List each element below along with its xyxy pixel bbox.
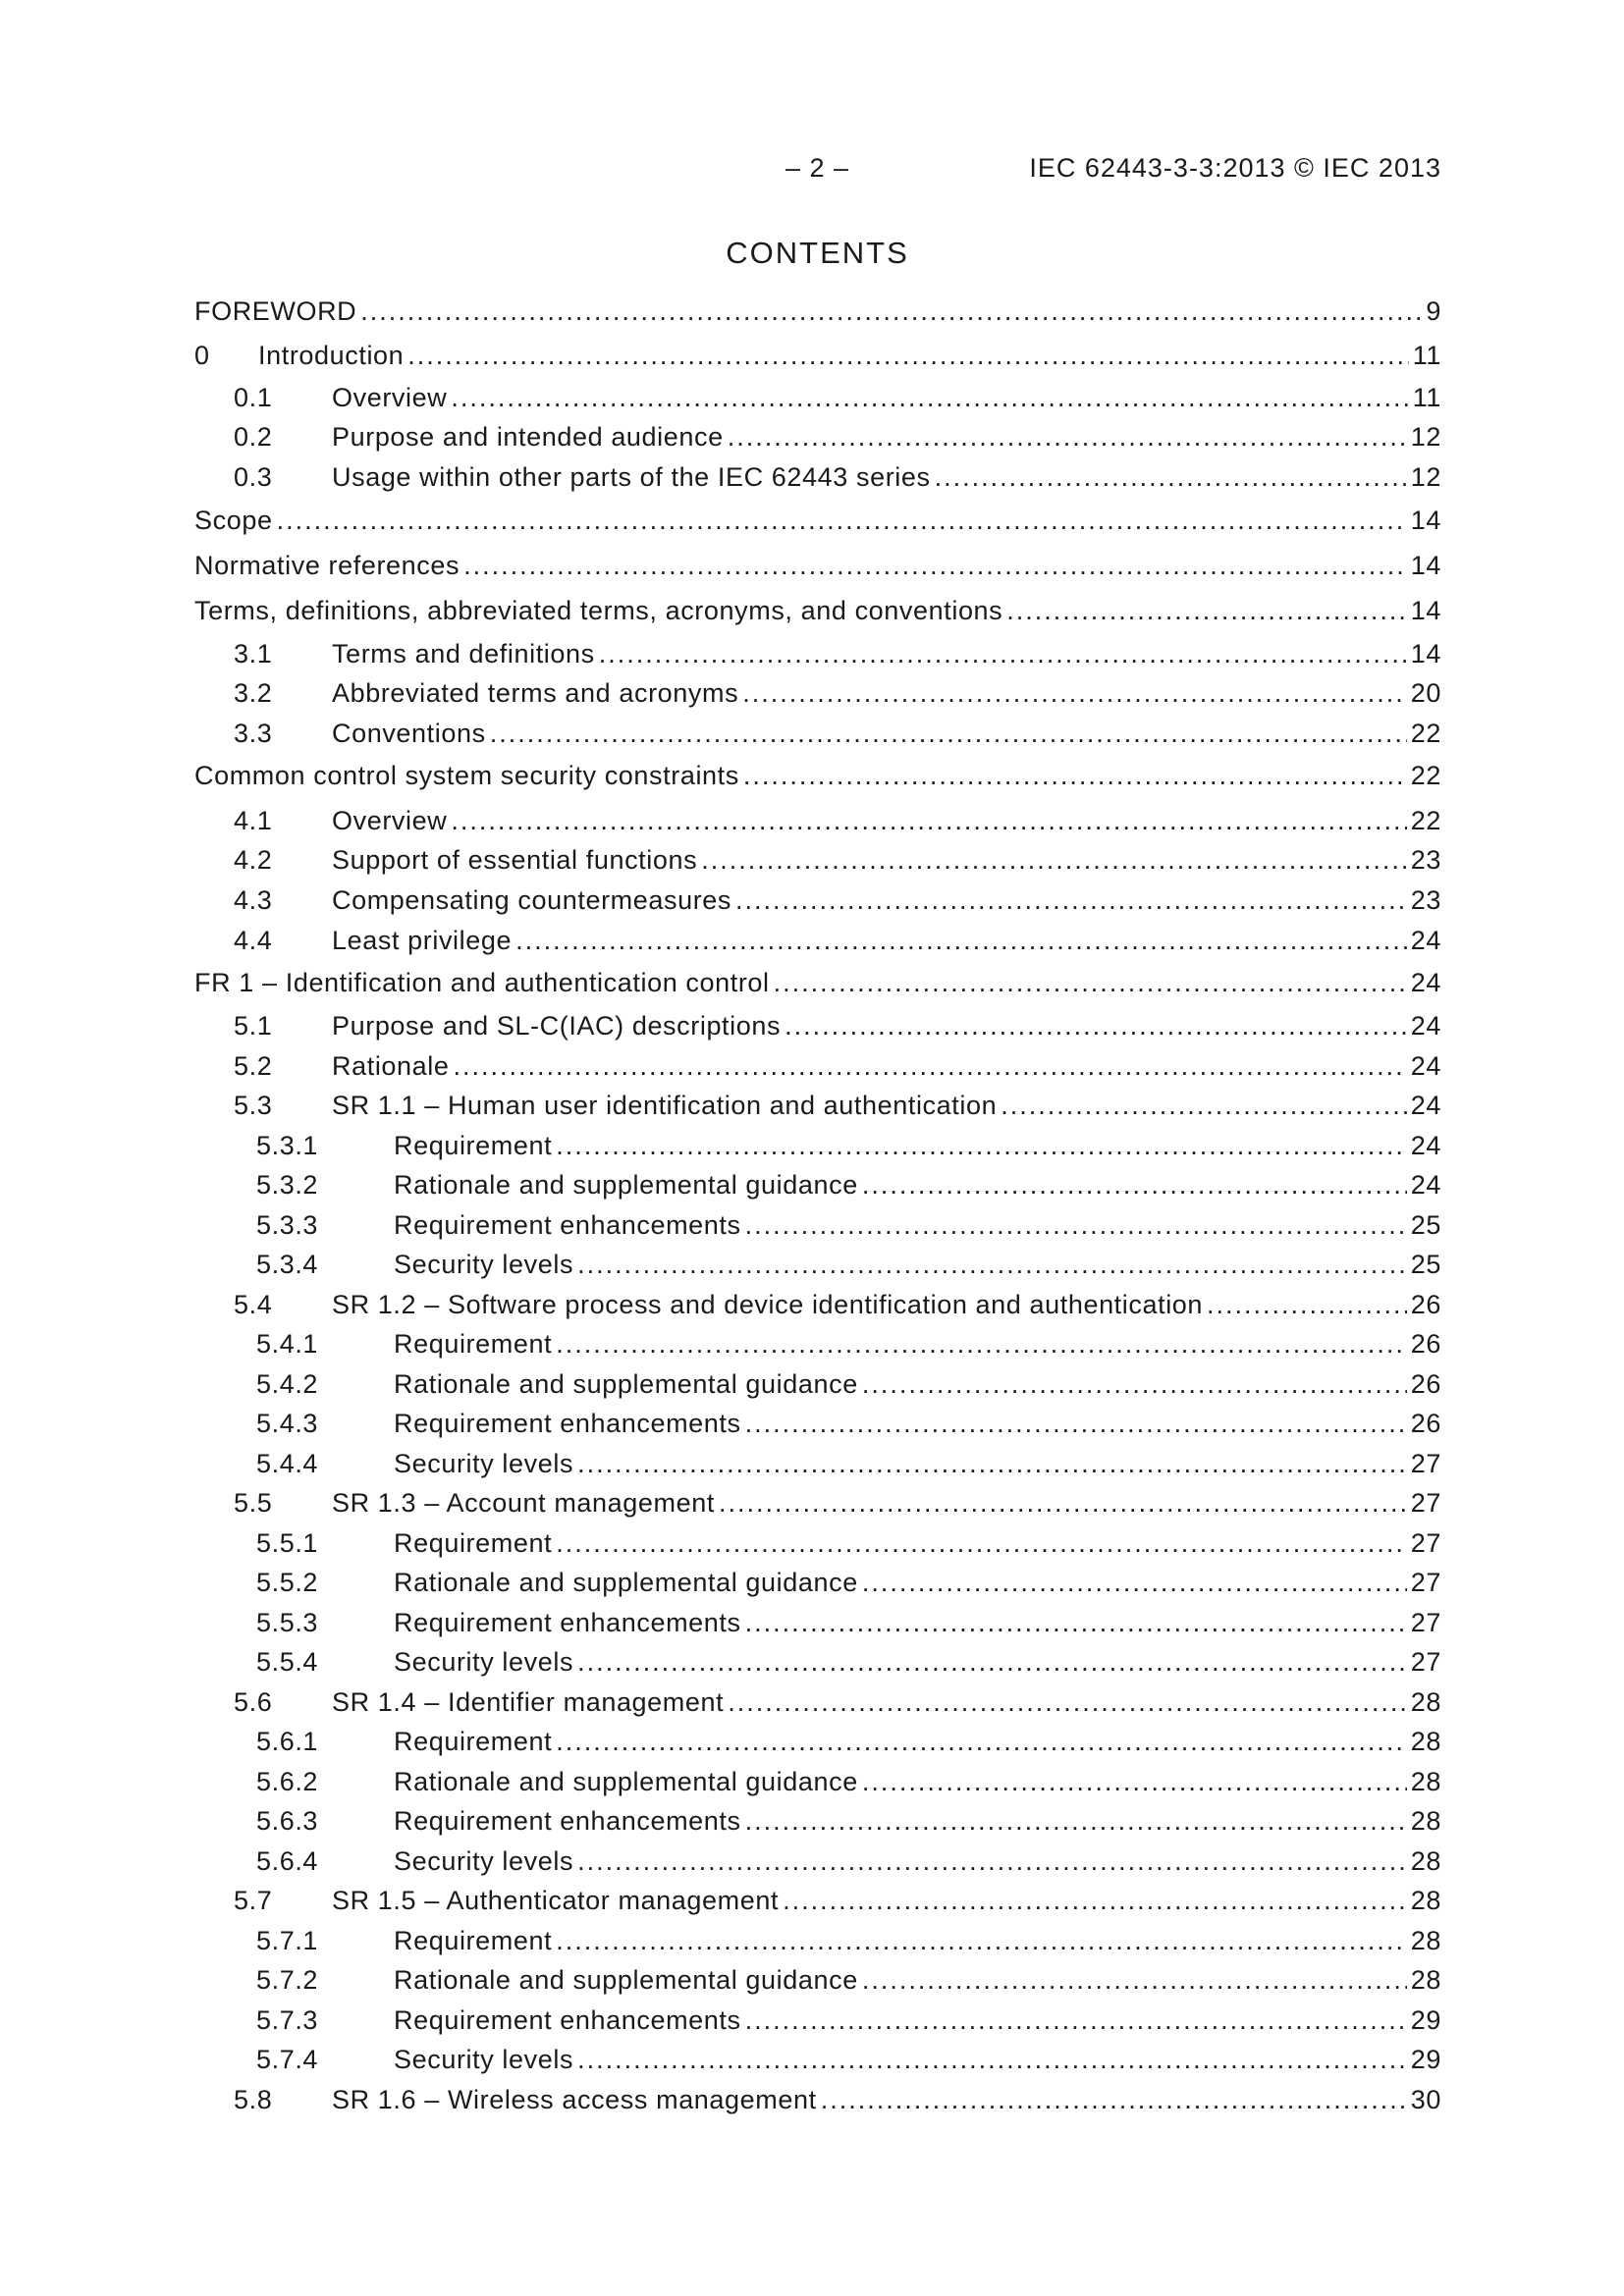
document-reference: IEC 62443-3-3:2013 © IEC 2013 xyxy=(1029,153,1441,183)
toc-entry-page: 14 xyxy=(1410,506,1441,535)
dot-leader xyxy=(577,1846,1407,1877)
dot-leader xyxy=(745,1210,1407,1241)
toc-entry-title[interactable]: Compensating countermeasures xyxy=(332,885,732,915)
toc-entry[interactable] xyxy=(194,1806,1441,1842)
toc-entry-page: 28 xyxy=(1410,1727,1441,1756)
toc-entry[interactable] xyxy=(194,1011,1441,1046)
toc-entry[interactable] xyxy=(194,761,1441,796)
toc-entry[interactable] xyxy=(194,1488,1441,1523)
toc-entry-page: 26 xyxy=(1410,1290,1441,1319)
toc-entry-page: 27 xyxy=(1410,1608,1441,1637)
toc-entry-page: 24 xyxy=(1410,926,1441,955)
toc-entry-number: 5.6.1 xyxy=(256,1727,319,1756)
toc-entry[interactable] xyxy=(194,845,1441,881)
dot-leader xyxy=(745,1409,1407,1439)
toc-entry-number: 5.3.1 xyxy=(256,1131,319,1160)
toc-entry-number: 5.1 xyxy=(234,1011,273,1041)
toc-entry[interactable] xyxy=(194,1329,1441,1364)
toc-entry-number: 5.4.4 xyxy=(256,1449,319,1478)
toc-entry-title[interactable]: Requirement xyxy=(394,1329,553,1359)
toc-entry-page: 14 xyxy=(1410,596,1441,625)
dot-leader xyxy=(1207,1290,1407,1320)
dot-leader xyxy=(728,1687,1407,1718)
toc-entry-title[interactable]: SR 1.4 – Identifier management xyxy=(332,1687,725,1717)
toc-entry[interactable] xyxy=(194,506,1441,541)
dot-leader xyxy=(743,761,1407,791)
dot-leader xyxy=(577,1647,1407,1678)
toc-entry-title[interactable]: Requirement xyxy=(394,1727,553,1756)
toc-entry-number: 5.7 xyxy=(234,1886,273,1915)
toc-entry-number: 5.5.1 xyxy=(256,1528,319,1558)
dot-leader xyxy=(556,1329,1407,1360)
toc-entry-page: 11 xyxy=(1412,383,1441,412)
toc-entry-title[interactable]: Requirement xyxy=(394,1528,553,1558)
toc-entry-page: 24 xyxy=(1410,1051,1441,1081)
toc-entry-title[interactable]: SR 1.6 – Wireless access management xyxy=(332,2085,817,2114)
toc-entry-title[interactable]: Requirement enhancements xyxy=(394,1608,741,1637)
toc-entry-title[interactable]: Requirement enhancements xyxy=(394,1409,741,1438)
toc-entry-number: 4.2 xyxy=(234,845,273,875)
toc-entry[interactable] xyxy=(194,1449,1441,1484)
toc-entry-title[interactable]: SR 1.2 – Software process and device identification and authentication xyxy=(332,1290,1204,1319)
toc-entry-number: 5.4.1 xyxy=(256,1329,319,1359)
toc-entry-page: 22 xyxy=(1410,719,1441,748)
toc-entry-title[interactable]: Requirement xyxy=(394,1926,553,1955)
toc-entry-number: 5.8 xyxy=(234,2085,273,2114)
toc-entry[interactable] xyxy=(194,1051,1441,1087)
toc-entry-title[interactable]: Security levels xyxy=(394,1449,574,1478)
dot-leader xyxy=(360,296,1422,327)
toc-entry-page: 28 xyxy=(1410,1806,1441,1836)
toc-entry-title[interactable]: Security levels xyxy=(394,2045,574,2074)
dot-leader xyxy=(451,806,1406,836)
toc-entry-page: 25 xyxy=(1410,1250,1441,1279)
page-number: – 2 – xyxy=(785,153,850,183)
toc-entry[interactable] xyxy=(194,1568,1441,1603)
toc-entry[interactable] xyxy=(194,422,1441,457)
dot-leader xyxy=(745,1806,1407,1837)
toc-entry[interactable] xyxy=(194,1409,1441,1444)
toc-entry-page: 24 xyxy=(1410,1091,1441,1120)
toc-entry-page: 30 xyxy=(1410,2085,1441,2114)
dot-leader xyxy=(577,1250,1407,1280)
dot-leader xyxy=(577,1449,1407,1479)
page-header xyxy=(0,153,1624,192)
toc-entry-title[interactable]: Security levels xyxy=(394,1647,574,1677)
toc-entry-page: 28 xyxy=(1410,1687,1441,1717)
toc-entry-title[interactable]: Purpose and SL-C(IAC) descriptions xyxy=(332,1011,782,1041)
toc-entry-title[interactable]: Requirement enhancements xyxy=(394,2005,741,2035)
toc-entry[interactable] xyxy=(194,341,1441,376)
toc-entry-number: 4.4 xyxy=(234,926,273,955)
toc-entry[interactable] xyxy=(194,1767,1441,1802)
toc-entry[interactable] xyxy=(194,383,1441,418)
toc-entry[interactable] xyxy=(194,1727,1441,1762)
dot-leader xyxy=(451,383,1408,413)
toc-entry-page: 29 xyxy=(1410,2045,1441,2074)
dot-leader xyxy=(935,462,1407,493)
toc-entry-title[interactable]: Terms and definitions xyxy=(332,639,595,668)
dot-leader xyxy=(785,1011,1407,1041)
toc-entry-number: 5.4.3 xyxy=(256,1409,319,1438)
toc-entry[interactable] xyxy=(194,551,1441,586)
toc-entry-title[interactable]: SR 1.5 – Authenticator management xyxy=(332,1886,780,1915)
toc-entry-number: 4.3 xyxy=(234,885,273,915)
toc-entry-title[interactable]: Common control system security constraints xyxy=(194,761,739,790)
toc-entry[interactable] xyxy=(194,719,1441,754)
toc-entry-page: 26 xyxy=(1410,1329,1441,1359)
toc-entry[interactable] xyxy=(194,678,1441,714)
toc-entry[interactable] xyxy=(194,1369,1441,1405)
toc-entry-title[interactable]: Normative references xyxy=(194,551,460,580)
toc-entry-number: 5.3 xyxy=(234,1091,273,1120)
dot-leader xyxy=(1001,1091,1407,1121)
contents-title: CONTENTS xyxy=(726,236,909,270)
toc-entry-page: 28 xyxy=(1410,1886,1441,1915)
toc-entry[interactable] xyxy=(194,2085,1441,2120)
toc-entry[interactable] xyxy=(194,1131,1441,1166)
toc-entry-page: 27 xyxy=(1410,1488,1441,1518)
toc-entry-title[interactable]: Scope xyxy=(194,506,273,535)
dot-leader xyxy=(556,1528,1407,1559)
toc-entry-number: 5.2 xyxy=(234,1051,273,1081)
toc-entry[interactable] xyxy=(194,2045,1441,2080)
toc-entry-title[interactable]: Usage within other parts of the IEC 62443 series xyxy=(332,462,931,492)
toc-entry-number: 5.7.4 xyxy=(256,2045,319,2074)
toc-entry-number: 0.2 xyxy=(234,422,273,452)
dot-leader xyxy=(490,719,1407,749)
dot-leader xyxy=(701,845,1407,876)
toc-entry-number: 5.6 xyxy=(234,1687,273,1717)
dot-leader xyxy=(821,2085,1407,2115)
toc-entry[interactable] xyxy=(194,1528,1441,1564)
toc-entry[interactable] xyxy=(194,596,1441,631)
toc-entry-title[interactable]: Least privilege xyxy=(332,926,513,955)
toc-entry-page: 27 xyxy=(1410,1449,1441,1478)
dot-leader xyxy=(862,1369,1407,1400)
dot-leader xyxy=(745,2005,1407,2036)
dot-leader xyxy=(719,1488,1407,1519)
toc-entry[interactable] xyxy=(194,1210,1441,1246)
toc-entry[interactable] xyxy=(194,296,1441,332)
dot-leader xyxy=(463,551,1407,581)
toc-entry-title[interactable]: Purpose and intended audience xyxy=(332,422,724,452)
toc-entry-title[interactable]: Rationale xyxy=(332,1051,450,1081)
dot-leader xyxy=(862,1170,1407,1201)
dot-leader xyxy=(742,678,1407,709)
toc-entry-number: 5.3.3 xyxy=(256,1210,319,1240)
toc-entry-title[interactable]: Requirement xyxy=(394,1131,553,1160)
toc-entry-number: 5.6.3 xyxy=(256,1806,319,1836)
toc-entry[interactable] xyxy=(194,1926,1441,1961)
dot-leader xyxy=(407,341,1408,371)
toc-entry-page: 11 xyxy=(1412,341,1441,370)
toc-entry-title[interactable]: Rationale and supplemental guidance xyxy=(394,1767,858,1796)
toc-entry-number: 4.1 xyxy=(234,806,273,835)
toc-entry-page: 24 xyxy=(1410,1011,1441,1041)
toc-entry-page: 26 xyxy=(1410,1369,1441,1399)
toc-entry-page: 9 xyxy=(1426,296,1441,326)
toc-entry-number: 3.2 xyxy=(234,678,273,708)
dot-leader xyxy=(556,1727,1407,1757)
toc-entry-number: 5.5.3 xyxy=(256,1608,319,1637)
toc-entry-page: 24 xyxy=(1410,1170,1441,1200)
toc-entry-number: 3.3 xyxy=(234,719,273,748)
toc-entry-title[interactable]: Security levels xyxy=(394,1250,574,1279)
toc-entry-page: 24 xyxy=(1410,968,1441,997)
toc-entry-page: 12 xyxy=(1410,462,1441,492)
dot-leader xyxy=(862,1965,1407,1996)
toc-entry-page: 28 xyxy=(1410,1926,1441,1955)
dot-leader xyxy=(735,885,1407,916)
dot-leader xyxy=(599,639,1407,669)
toc-entry-number: 5.5 xyxy=(234,1488,273,1518)
toc-entry[interactable] xyxy=(194,1687,1441,1723)
dot-leader xyxy=(783,1886,1407,1916)
toc-entry-page: 14 xyxy=(1410,639,1441,668)
toc-entry-title[interactable]: Rationale and supplemental guidance xyxy=(394,1965,858,1995)
toc-entry[interactable] xyxy=(194,639,1441,674)
toc-entry-number: 5.5.2 xyxy=(256,1568,319,1597)
toc-entry-page: 25 xyxy=(1410,1210,1441,1240)
dot-leader xyxy=(556,1926,1407,1956)
toc-entry-number: 5.7.1 xyxy=(256,1926,319,1955)
dot-leader xyxy=(515,926,1407,956)
dot-leader xyxy=(556,1131,1407,1161)
toc-entry-title[interactable]: Introduction xyxy=(258,341,405,370)
toc-entry-page: 29 xyxy=(1410,2005,1441,2035)
toc-entry[interactable] xyxy=(194,2005,1441,2041)
toc-entry-page: 28 xyxy=(1410,1965,1441,1995)
toc-entry-page: 14 xyxy=(1410,551,1441,580)
toc-entry-title[interactable]: Rationale and supplemental guidance xyxy=(394,1170,858,1200)
toc-entry[interactable] xyxy=(194,1647,1441,1682)
toc-entry-page: 28 xyxy=(1410,1767,1441,1796)
dot-leader xyxy=(774,968,1407,998)
toc-entry-title[interactable]: Overview xyxy=(332,383,448,412)
toc-entry-title[interactable]: Support of essential functions xyxy=(332,845,698,875)
toc-entry-title[interactable]: FR 1 – Identification and authentication control xyxy=(194,968,770,997)
toc-entry-title[interactable]: Requirement enhancements xyxy=(394,1210,741,1240)
toc-entry-page: 22 xyxy=(1410,761,1441,790)
toc-entry[interactable] xyxy=(194,1170,1441,1205)
toc-entry-number: 0 xyxy=(194,341,210,370)
toc-entry[interactable] xyxy=(194,1886,1441,1921)
toc-entry[interactable] xyxy=(194,1608,1441,1643)
toc-entry-title[interactable]: Abbreviated terms and acronyms xyxy=(332,678,739,708)
toc-entry-page: 12 xyxy=(1410,422,1441,452)
toc-entry-number: 5.7.3 xyxy=(256,2005,319,2035)
dot-leader xyxy=(577,2045,1407,2075)
toc-entry-title[interactable]: Rationale and supplemental guidance xyxy=(394,1369,858,1399)
toc-entry-title[interactable]: Conventions xyxy=(332,719,486,748)
toc-entry-page: 23 xyxy=(1410,845,1441,875)
toc-entry[interactable] xyxy=(194,885,1441,921)
toc-entry-number: 5.7.2 xyxy=(256,1965,319,1995)
toc-entry-number: 5.3.2 xyxy=(256,1170,319,1200)
toc-entry-page: 24 xyxy=(1410,1131,1441,1160)
toc-entry[interactable] xyxy=(194,462,1441,498)
toc-entry[interactable] xyxy=(194,1250,1441,1285)
toc-entry-number: 0.1 xyxy=(234,383,273,412)
toc-entry-title[interactable]: Overview xyxy=(332,806,448,835)
toc-entry[interactable] xyxy=(194,1290,1441,1325)
dot-leader xyxy=(862,1568,1407,1598)
dot-leader xyxy=(862,1767,1407,1797)
toc-entry-title[interactable]: Terms, definitions, abbreviated terms, acronyms, and conventions xyxy=(194,596,1003,625)
toc-entry[interactable] xyxy=(194,806,1441,841)
toc-entry-page: 27 xyxy=(1410,1528,1441,1558)
toc-entry-title[interactable]: Requirement enhancements xyxy=(394,1806,741,1836)
toc-entry[interactable] xyxy=(194,926,1441,961)
toc-entry-number: 5.6.2 xyxy=(256,1767,319,1796)
toc-entry-number: 3.1 xyxy=(234,639,273,668)
toc-entry-number: 5.4 xyxy=(234,1290,273,1319)
toc-entry-page: 23 xyxy=(1410,885,1441,915)
toc-entry-page: 27 xyxy=(1410,1568,1441,1597)
toc-entry-number: 5.3.4 xyxy=(256,1250,319,1279)
toc-entry-page: 27 xyxy=(1410,1647,1441,1677)
toc-entry[interactable] xyxy=(194,1091,1441,1126)
toc-entry[interactable] xyxy=(194,1846,1441,1882)
toc-entry-number: 5.5.4 xyxy=(256,1647,319,1677)
toc-entry-page: 22 xyxy=(1410,806,1441,835)
toc-entry-title[interactable]: FOREWORD xyxy=(194,296,357,326)
toc-entry-page: 26 xyxy=(1410,1409,1441,1438)
toc-entry-number: 5.4.2 xyxy=(256,1369,319,1399)
dot-leader xyxy=(277,506,1407,536)
toc-entry-title[interactable]: SR 1.1 – Human user identification and authentication xyxy=(332,1091,998,1120)
dot-leader xyxy=(453,1051,1406,1082)
toc-entry-page: 28 xyxy=(1410,1846,1441,1876)
toc-entry[interactable] xyxy=(194,968,1441,1003)
toc-entry-number: 0.3 xyxy=(234,462,273,492)
toc-entry-number: 5.6.4 xyxy=(256,1846,319,1876)
toc-entry-title[interactable]: Security levels xyxy=(394,1846,574,1876)
toc-entry-title[interactable]: SR 1.3 – Account management xyxy=(332,1488,715,1518)
toc-entry-title[interactable]: Rationale and supplemental guidance xyxy=(394,1568,858,1597)
dot-leader xyxy=(728,422,1407,453)
dot-leader xyxy=(1006,596,1406,626)
toc-entry[interactable] xyxy=(194,1965,1441,2001)
toc-entry-page: 20 xyxy=(1410,678,1441,708)
dot-leader xyxy=(745,1608,1407,1638)
